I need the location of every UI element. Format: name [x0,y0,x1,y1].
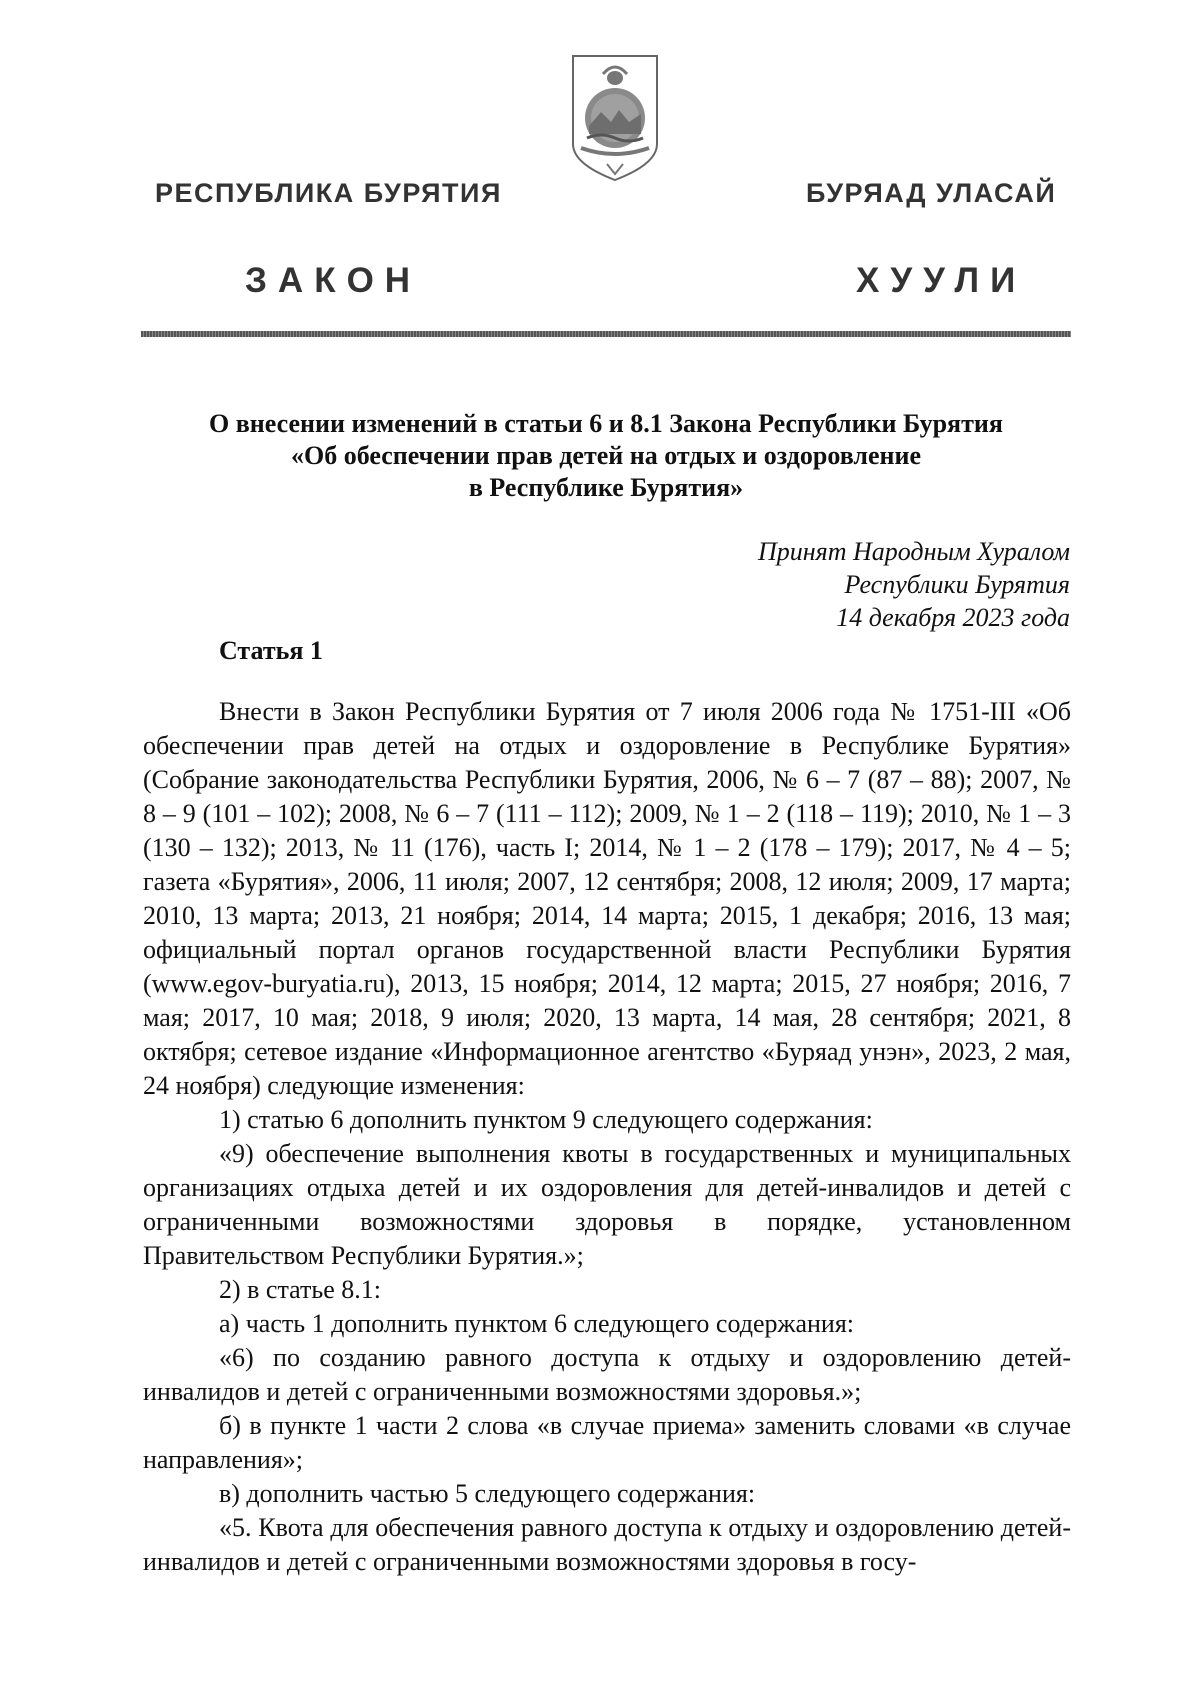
adoption-note [758,535,1070,634]
paragraph: «6) по созданию равного доступа к отдыху и оздоровлению детей-инвалидов и детей с ограниченными возможностями здоровья.»; [143,1343,1071,1406]
paragraph: «5. Квота для обеспечения равного доступа к отдыху и оздоровлению детей-инвалидов и детей с ограниченными возможностями здоровья в госу- [143,1513,1071,1576]
title-line-3: в Республике Бурятия» [468,473,744,502]
title-line-2: «Об обеспечении прав детей на отдых и оздоровление [290,441,922,470]
adoption-line-2: Республики Бурятия [844,570,1070,599]
paragraph: б) в пункте 1 части 2 слова «в случае приема» заменить словами «в случае направления»; [143,1411,1071,1474]
article-body [143,695,1071,1579]
paragraph: в) дополнить частью 5 следующего содержания: [219,1479,756,1508]
title-line-1: О внесении изменений в статьи 6 и 8.1 Закона Республики Бурятия [209,409,1003,438]
paragraph: 1) статью 6 дополнить пунктом 9 следующего содержания: [219,1105,873,1134]
adoption-line-1: Принят Народным Хуралом [757,537,1070,566]
law-label-russian: ЗАКОН [245,261,422,300]
law-label-buryat: ХУУЛИ [856,261,1027,300]
article-heading: Статья 1 [219,636,323,665]
paragraph: Внести в Закон Республики Бурятия от 7 июля 2006 года № 1751-III «Об обеспечении прав детей на отдых и оздоровление в Республике Бурятия» (Собрание законодательства Республики Бурятия, 2006, № 6 – 7 (87 – 88); 2007, № 8 – 9 (101 – 102); 2008, № 6 – 7 (111 – 112); 2009, № 1 – 2 (118 – 119); 2010, № 1 – 3 (130 – 132); 2013, № 11 (176), часть I; 2014, № 1 – 2 (178 – 179); 2017, № 4 – 5; газета «Бурятия», 2006, 11 июля; 2007, 12 сентября; 2008, 12 июля; 2009, 17 марта; 2010, 13 марта; 2013, 21 ноября; 2014, 14 марта; 2015, 1 декабря; 2016, 13 мая; официальный портал органов государственной власти Республики Бурятия (www.egov-buryatia.ru), 2013, 15 ноября; 2014, 12 марта; 2015, 27 ноября; 2016, 7 мая; 2017, 10 мая; 2018, 9 июля; 2020, 13 марта, 14 мая, 28 сентября; 2021, 8 октября; сетевое издание «Информационное агентство «Буряад унэн», 2023, 2 мая, 24 ноября) следующие изменения: [143,697,1071,1100]
adoption-date: 14 декабря 2023 года [836,603,1070,632]
republic-name-buryat: БУРЯАД УЛАСАЙ [806,178,1057,208]
paragraph: «9) обеспечение выполнения квоты в государственных и муниципальных организациях отдыха детей и их оздоровления для детей-инвалидов и детей с ограниченными возможностями здоровья в порядке, установленном Правительством Республики Бурятия.»; [143,1139,1071,1270]
paragraph: 2) в статье 8.1: [219,1275,382,1304]
document-title [141,408,1071,504]
header-divider [141,331,1071,337]
coat-of-arms-emblem-icon [567,52,663,184]
republic-name-russian: РЕСПУБЛИКА БУРЯТИЯ [155,178,502,208]
paragraph: а) часть 1 дополнить пунктом 6 следующего содержания: [219,1309,855,1338]
